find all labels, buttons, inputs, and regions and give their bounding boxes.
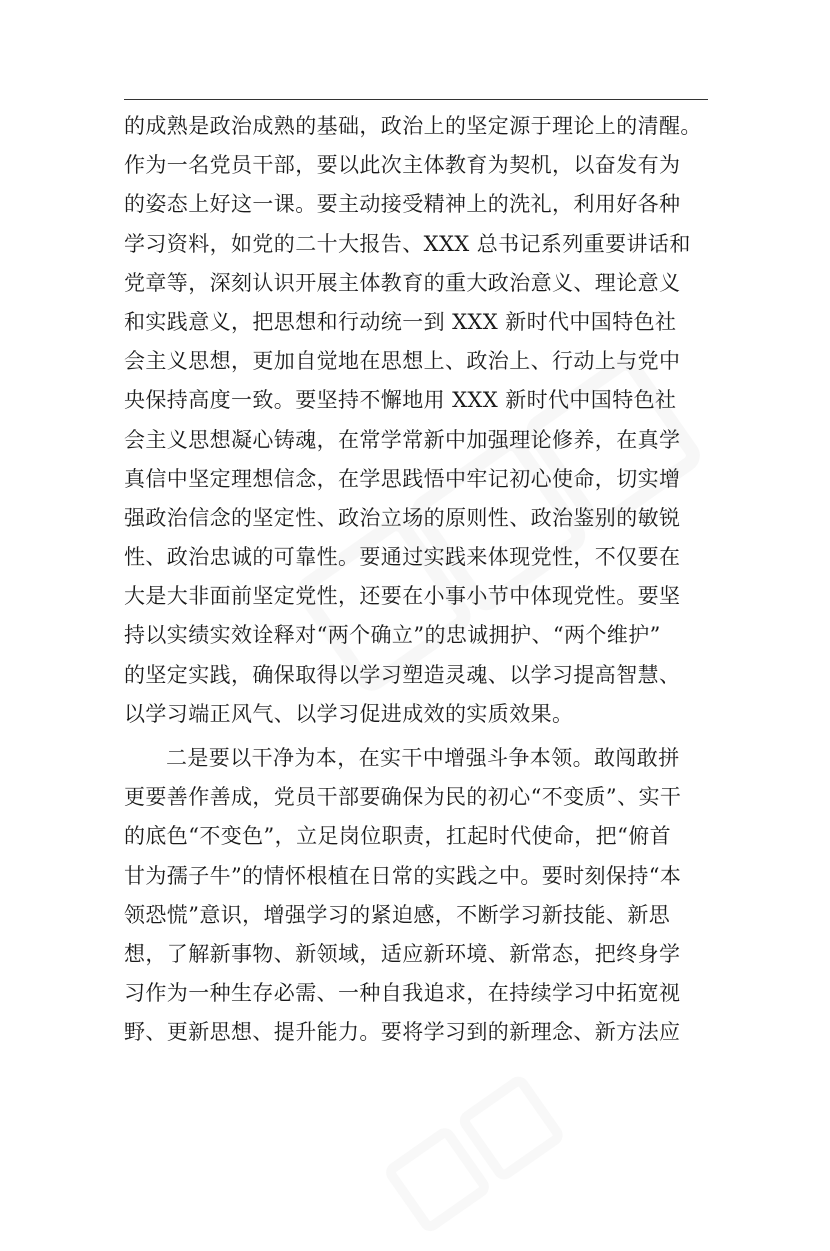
text-line: 作为一名党员干部，要以此次主体教育为契机，以奋发有为 bbox=[124, 153, 681, 178]
text-line: 和实践意义，把思想和行动统一到 XXX 新时代中国特色社 bbox=[124, 309, 677, 334]
text-line: 更要善作善成，党员干部要确保为民的初心“不变质”、实干 bbox=[124, 785, 682, 810]
watermark-logo-bottom bbox=[375, 1019, 645, 1250]
text-line: 央保持高度一致。要坚持不懈地用 XXX 新时代中国特色社 bbox=[124, 388, 677, 413]
text-line: 会主义思想凝心铸魂，在常学常新中加强理论修养，在真学 bbox=[124, 427, 681, 452]
text-line: 真信中坚定理想信念，在学思践悟中牢记初心使命，切实增 bbox=[124, 466, 681, 491]
text-line: 学习资料，如党的二十大报告、XXX 总书记系列重要讲话和 bbox=[124, 231, 691, 256]
text-line: 大是大非面前坚定党性，还要在小事小节中体现党性。要坚 bbox=[124, 584, 681, 609]
text-line: 性、政治忠诚的可靠性。要通过实践来体现党性，不仅要在 bbox=[124, 545, 681, 570]
paragraph-start-line: 二是要以干净为本，在实干中增强斗争本领。敢闯敢拼 bbox=[166, 746, 680, 770]
text-line: 党章等，深刻认识开展主体教育的重大政治意义、理论意义 bbox=[124, 270, 681, 295]
text-line: 习作为一种生存必需、一种自我追求，在持续学习中拓宽视 bbox=[124, 981, 681, 1006]
text-line: 的成熟是政治成熟的基础，政治上的坚定源于理论上的清醒。 bbox=[124, 114, 702, 138]
text-line: 的姿态上好这一课。要主动接受精神上的洗礼，利用好各种 bbox=[124, 192, 681, 217]
text-line: 领恐慌”意识，增强学习的紧迫感，不断学习新技能、新思 bbox=[124, 902, 671, 927]
header-rule bbox=[124, 99, 708, 100]
text-line: 的坚定实践，确保取得以学习塑造灵魂、以学习提高智慧、 bbox=[124, 662, 681, 687]
text-line: 甘为孺子牛”的情怀根植在日常的实践之中。要时刻保持“本 bbox=[124, 863, 682, 888]
text-line: 强政治信念的坚定性、政治立场的原则性、政治鉴别的敏锐 bbox=[124, 505, 681, 530]
text-line: 以学习端正风气、以学习促进成效的实质效果。 bbox=[124, 701, 574, 726]
text-line: 野、更新思想、提升能力。要将学习到的新理念、新方法应 bbox=[124, 1020, 681, 1045]
text-line: 会主义思想，更加自觉地在思想上、政治上、行动上与党中 bbox=[124, 349, 681, 374]
text-line: 想，了解新事物、新领域，适应新环境、新常态，把终身学 bbox=[124, 941, 681, 966]
text-line: 的底色“不变色”，立足岗位职责，扛起时代使命，把“俯首 bbox=[124, 824, 672, 849]
document-body bbox=[124, 107, 724, 1053]
text-line: 持以实绩实效诠释对“两个确立”的忠诚拥护、“两个维护” bbox=[124, 623, 661, 648]
